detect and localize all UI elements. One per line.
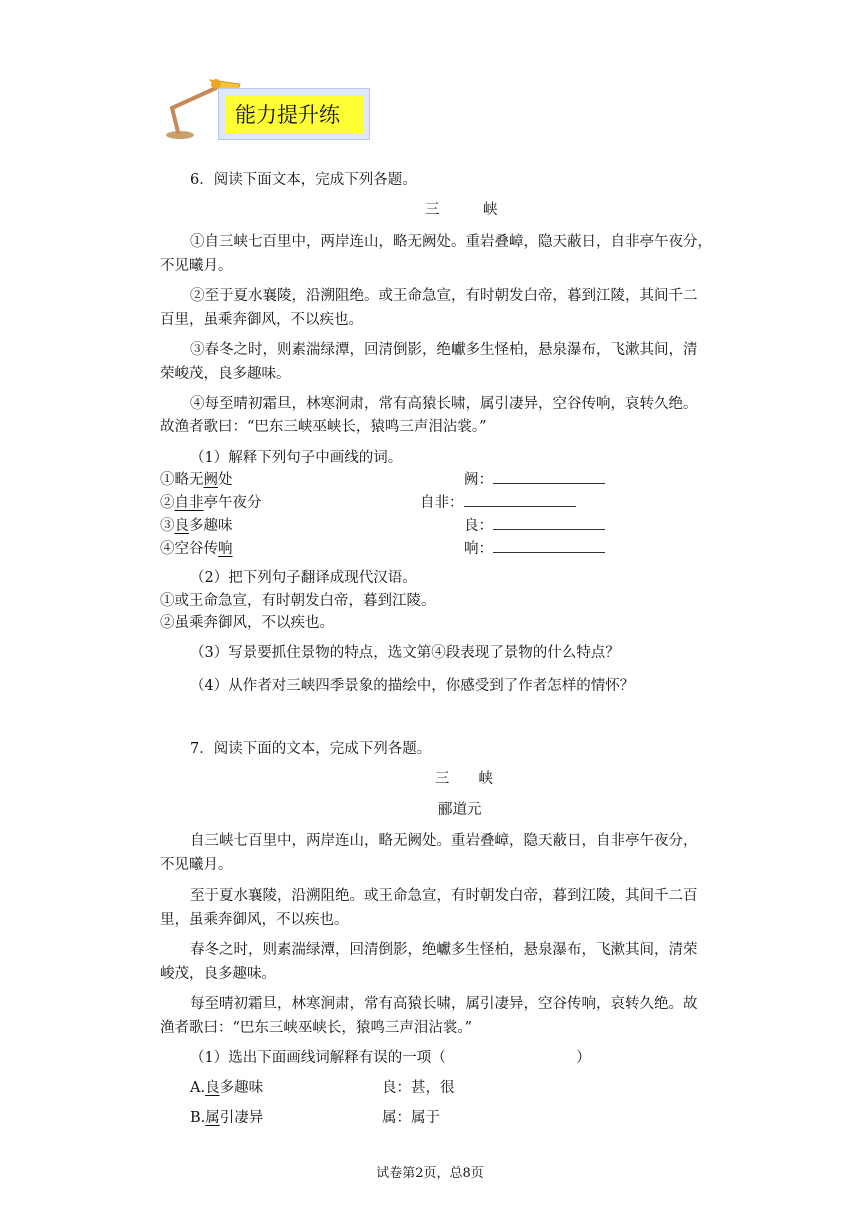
q7-author: 郦道元 xyxy=(438,802,482,818)
q6-prompt: 6．阅读下面文本，完成下列各题。 xyxy=(190,172,417,188)
q6-sub3: （3）写景要抓住景物的特点，选文第④段表现了景物的什么特点？ xyxy=(190,645,620,661)
q7-para4-line2: 渔者歌曰：“巴东三峡巫峡长，猿鸣三声泪沾裳。” xyxy=(160,1020,473,1036)
q6-item-4-answer: 响： xyxy=(464,537,605,558)
section-title: 能力提升练 xyxy=(225,96,363,134)
q6-item-1-answer: 阙： xyxy=(464,468,605,489)
answer-blank[interactable] xyxy=(464,492,576,507)
q6-para4-line1: ④每至晴初霜旦，林寒涧肃，常有高猿长啸，属引凄异，空谷传响，哀转久绝。 xyxy=(190,396,698,412)
q7-para3-line1: 春冬之时，则素湍绿潭，回清倒影，绝巘多生怪柏，悬泉瀑布，飞漱其间，清荣 xyxy=(190,942,698,958)
q6-para2-line2: 百里，虽乘奔御风，不以疾也。 xyxy=(160,312,363,328)
q7-title: 三 峡 xyxy=(435,771,493,787)
q7-para1-line1: 自三峡七百里中，两岸连山，略无阙处。重岩叠嶂，隐天蔽日，自非亭午夜分， xyxy=(190,833,698,849)
q6-title: 三 峡 xyxy=(425,202,498,218)
answer-blank[interactable] xyxy=(493,538,605,553)
page-footer: 试卷第2页，总8页 xyxy=(376,1166,484,1181)
section-header xyxy=(218,88,370,140)
q6-trans1: ①或王命急宣，有时朝发白帝，暮到江陵。 xyxy=(160,593,436,609)
underlined-word: 响 xyxy=(218,541,233,557)
q6-sub2: （2）把下列句子翻译成现代汉语。 xyxy=(190,570,417,586)
q7-para3-line2: 峻茂，良多趣味。 xyxy=(160,966,276,982)
underlined-word: 良 xyxy=(205,1080,220,1096)
q6-item-2-answer: 自非： xyxy=(420,491,576,512)
q7-para1-line2: 不见曦月。 xyxy=(160,857,233,873)
q6-item-1: ①略无阙处 xyxy=(160,472,233,488)
q6-para2-line1: ②至于夏水襄陵，沿溯阻绝。或王命急宣，有时朝发白帝，暮到江陵，其间千二 xyxy=(190,288,698,304)
underlined-word: 自非 xyxy=(174,495,204,511)
q6-item-3: ③良多趣味 xyxy=(160,518,233,534)
q7-option-b[interactable]: B.属引凄异 xyxy=(190,1110,264,1126)
q6-para3-line1: ③春冬之时，则素湍绿潭，回清倒影，绝巘多生怪柏，悬泉瀑布，飞漱其间，清 xyxy=(190,342,698,358)
underlined-word: 阙 xyxy=(203,472,218,488)
q6-sub4: （4）从作者对三峡四季景象的描绘中，你感受到了作者怎样的情怀？ xyxy=(190,678,635,694)
answer-blank[interactable] xyxy=(493,469,605,484)
underlined-word: 良 xyxy=(174,518,189,534)
q6-item-2: ②自非亭午夜分 xyxy=(160,495,262,511)
q7-para2-line1: 至于夏水襄陵，沿溯阻绝。或王命急宣，有时朝发白帝，暮到江陵，其间千二百 xyxy=(190,888,698,904)
q7-sub1: （1）选出下面画线词解释有误的一项（ ） xyxy=(190,1050,591,1066)
q7-option-a[interactable]: A.良多趣味 xyxy=(190,1080,264,1096)
q6-para1-line2: 不见曦月。 xyxy=(160,258,233,274)
q7-para2-line2: 里，虽乘奔御风，不以疾也。 xyxy=(160,912,349,928)
q6-para1-line1: ①自三峡七百里中，两岸连山，略无阙处。重岩叠嶂，隐天蔽日，自非亭午夜分， xyxy=(190,234,712,250)
q6-para4-line2: 故渔者歌曰：“巴东三峡巫峡长，猿鸣三声泪沾裳。” xyxy=(160,419,487,435)
q7-option-a-gloss: 良：甚，很 xyxy=(382,1080,455,1096)
q6-trans2: ②虽乘奔御风，不以疾也。 xyxy=(160,615,334,631)
answer-blank[interactable] xyxy=(493,515,605,530)
q7-para4-line1: 每至晴初霜旦，林寒涧肃，常有高猿长啸，属引凄异，空谷传响，哀转久绝。故 xyxy=(190,996,698,1012)
q7-option-b-gloss: 属：属于 xyxy=(382,1110,440,1126)
q6-para3-line2: 荣峻茂，良多趣味。 xyxy=(160,366,291,382)
q7-prompt: 7．阅读下面的文本，完成下列各题。 xyxy=(190,741,432,757)
q6-sub1: （1）解释下列句子中画线的词。 xyxy=(190,450,403,466)
q6-item-4: ④空谷传响 xyxy=(160,541,233,557)
underlined-word: 属 xyxy=(205,1110,220,1126)
q6-item-3-answer: 良： xyxy=(464,514,605,535)
